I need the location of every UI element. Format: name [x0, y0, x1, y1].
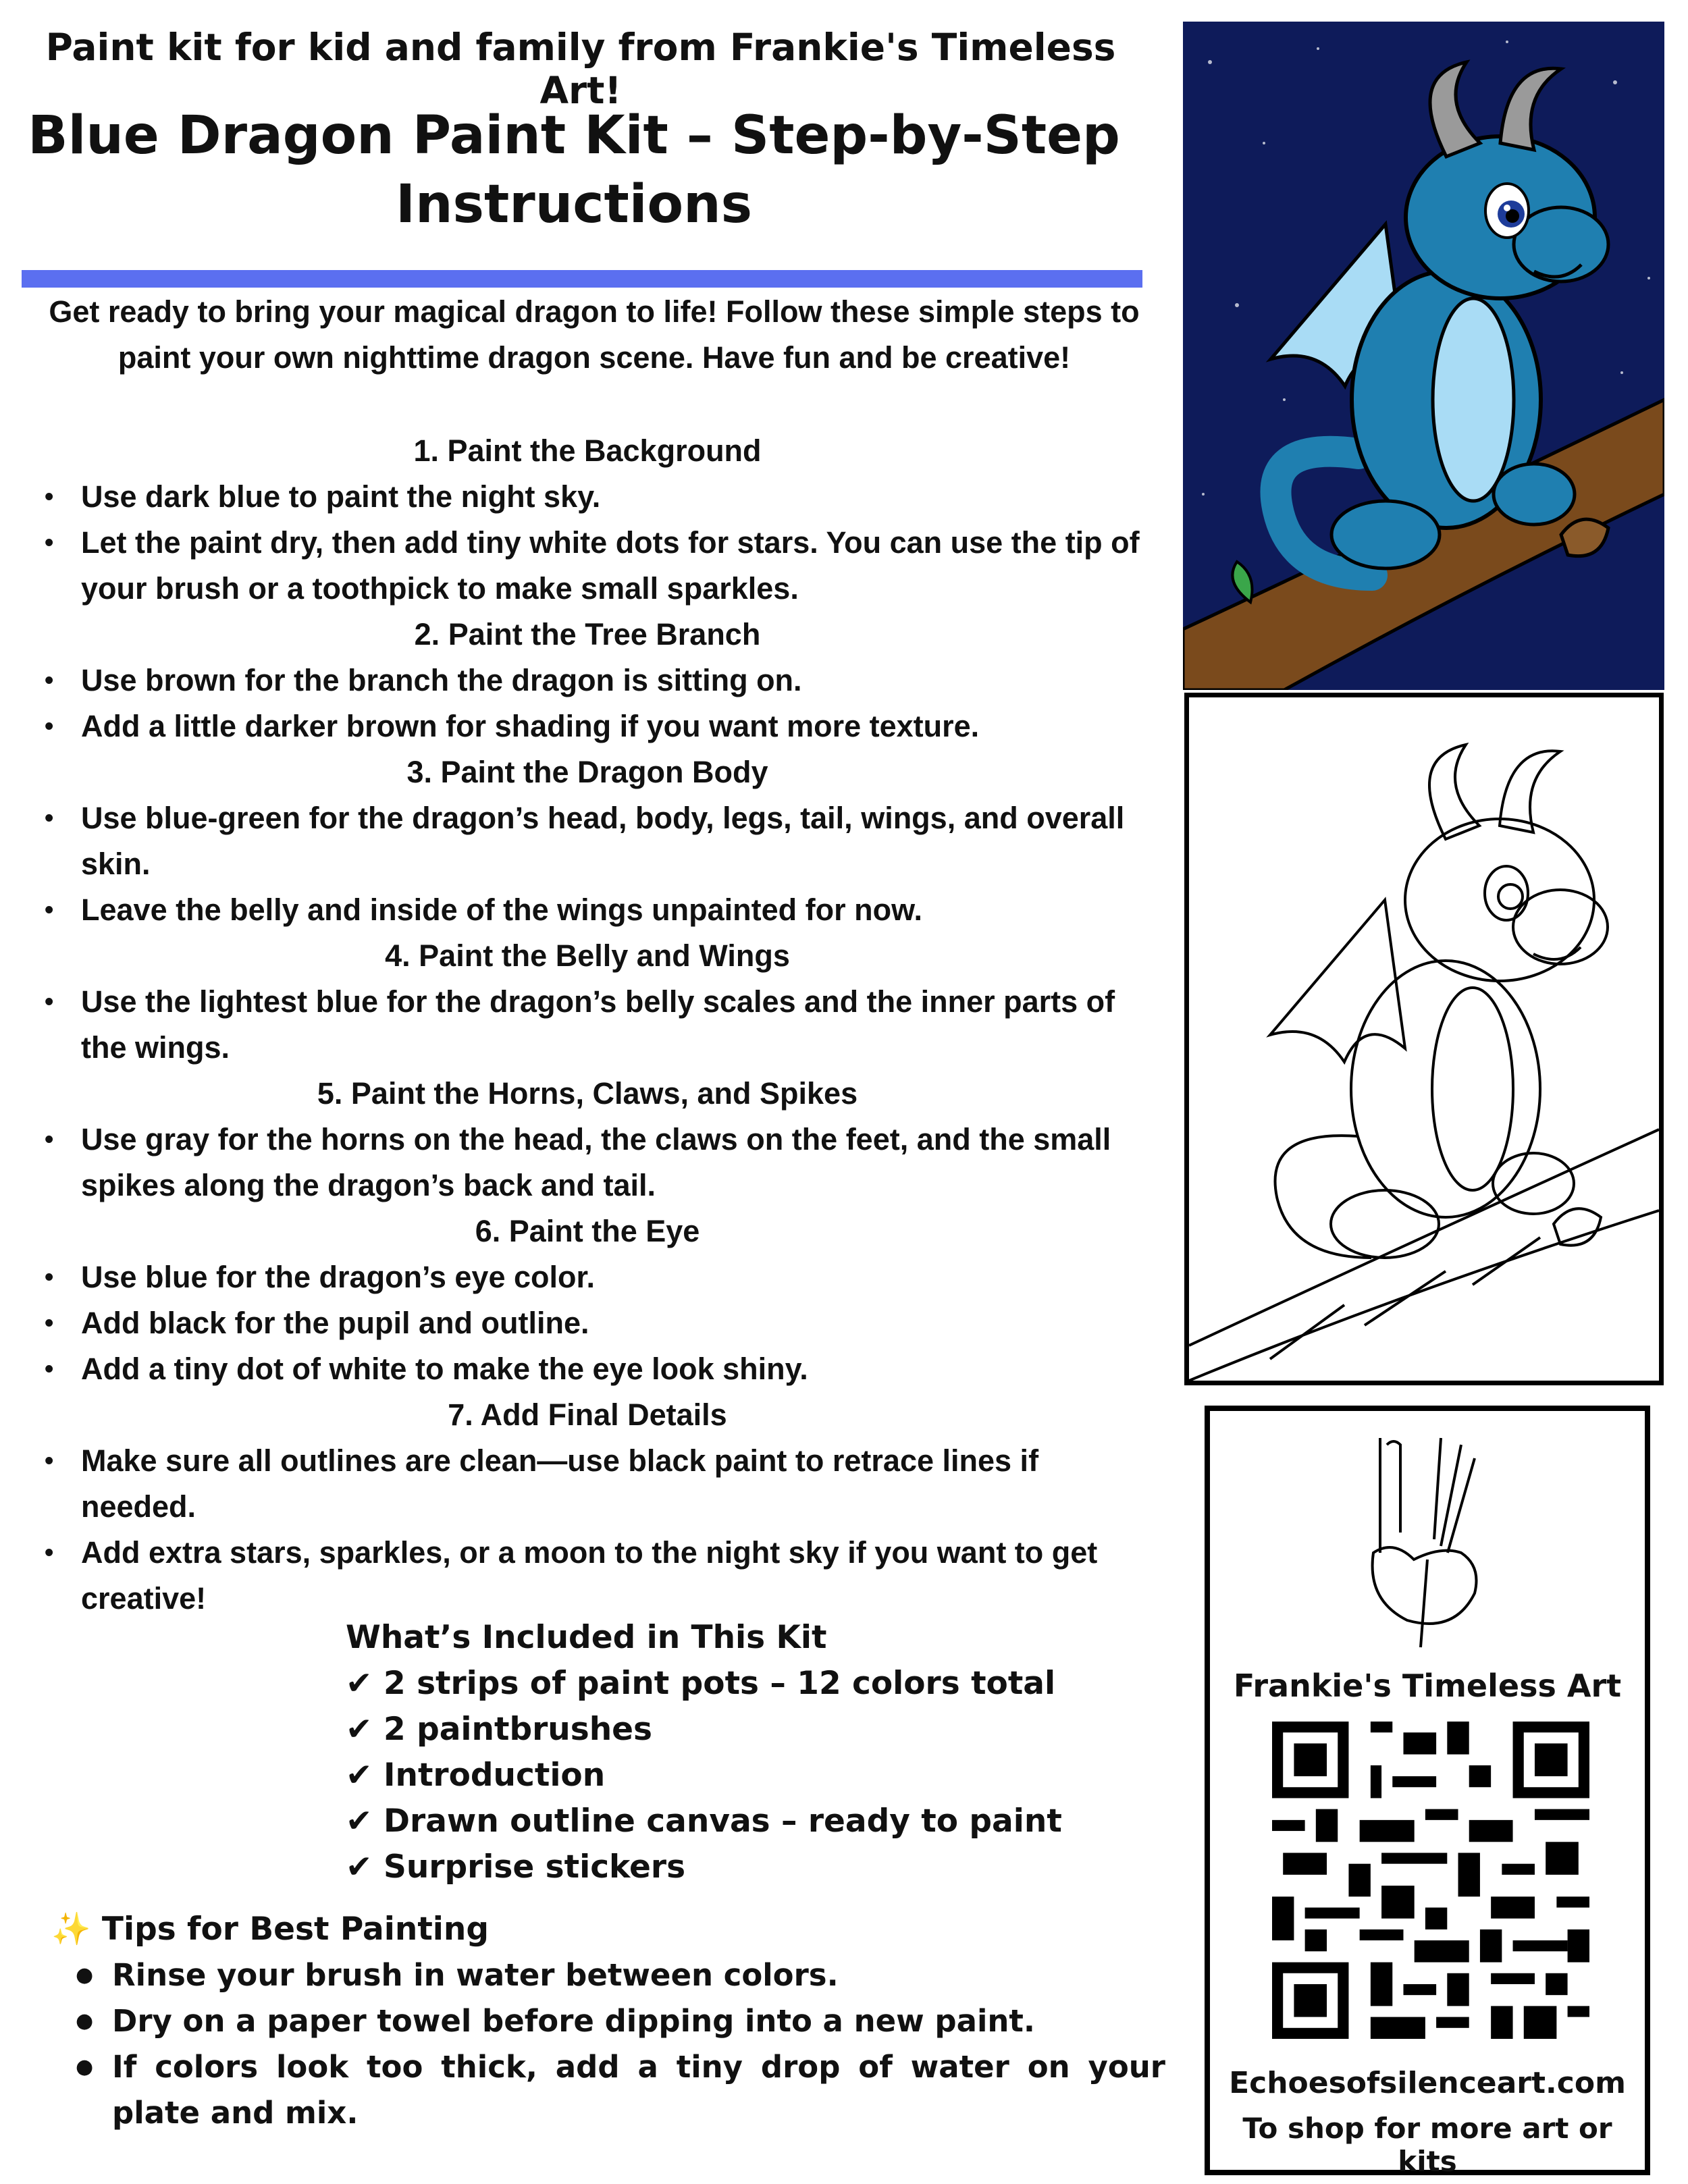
step-bullet: • Add a little darker brown for shading if you want more texture. [41, 703, 1161, 749]
kit-contents-heading: What’s Included in This Kit [346, 1619, 827, 1656]
kit-item: ✔ Drawn outline canvas – ready to paint [346, 1799, 1088, 1844]
checkmark-icon: ✔ [346, 1665, 373, 1702]
kit-tagline: Paint kit for kid and family from Frankie's Timeless Art! [45, 26, 1116, 112]
step-2 [41, 612, 1161, 749]
painted-dragon-illustration [1183, 22, 1664, 690]
kit-contents [346, 1615, 1088, 1890]
step-bullet: • Use gray for the horns on the head, the claws on the feet, and the small spikes along the dragon’s back and tail. [41, 1117, 1161, 1208]
hand-with-brushes-logo [1360, 1431, 1495, 1654]
checkmark-icon: ✔ [346, 1848, 373, 1886]
title-underline [22, 270, 1142, 288]
dragon-outline-image [1184, 693, 1664, 1385]
checkmark-icon: ✔ [346, 1757, 373, 1794]
painting-tips [51, 1907, 1172, 2136]
shop-card [1205, 1406, 1650, 2178]
title-line-1: Blue Dragon Paint Kit – Step-by-Step [28, 105, 1120, 166]
step-bullet: • Use dark blue to paint the night sky. [41, 474, 1161, 520]
tip-item: ● Rinse your brush in water between colors. [51, 1952, 1165, 1998]
step-bullet: • Make sure all outlines are clean—use black paint to retrace lines if needed. [41, 1438, 1161, 1530]
step-4 [41, 933, 1161, 1071]
step-1 [41, 428, 1161, 612]
step-bullet: • Add a tiny dot of white to make the eye look shiny. [41, 1346, 1161, 1392]
step-heading: 2. Paint the Tree Branch [414, 617, 761, 651]
kit-item: ✔ Introduction [346, 1753, 1088, 1799]
page-title [20, 101, 1128, 239]
title-line-2: Instructions [395, 174, 753, 235]
step-heading: 1. Paint the Background [413, 433, 762, 468]
step-bullet: • Use blue for the dragon’s eye color. [41, 1254, 1161, 1300]
shop-note: To shop for more art or kits [1242, 2112, 1612, 2178]
step-heading: 4. Paint the Belly and Wings [385, 938, 790, 973]
intro-text: Get ready to bring your magical dragon to life! Follow these simple steps to paint your own nighttime dragon scene. Have fun and be creative! [49, 294, 1140, 375]
checkmark-icon: ✔ [346, 1711, 373, 1748]
qr-code-image[interactable] [1272, 1722, 1589, 2039]
brand-name: Frankie's Timeless Art [1233, 1668, 1622, 1704]
kit-item: ✔ 2 paintbrushes [346, 1707, 1088, 1753]
step-bullet: • Add black for the pupil and outline. [41, 1300, 1161, 1346]
step-bullet: • Add extra stars, sparkles, or a moon to the night sky if you want to get creative! [41, 1530, 1161, 1622]
step-heading: 5. Paint the Horns, Claws, and Spikes [317, 1076, 858, 1111]
step-7 [41, 1392, 1161, 1622]
step-bullet: • Use brown for the branch the dragon is sitting on. [41, 658, 1161, 703]
step-heading: 7. Add Final Details [448, 1397, 727, 1432]
step-3 [41, 749, 1161, 933]
step-5 [41, 1071, 1161, 1208]
step-bullet: • Let the paint dry, then add tiny white dots for stars. You can use the tip of your brush or a toothpick to make small sparkles. [41, 520, 1161, 612]
painted-dragon-image [1183, 22, 1664, 690]
kit-item: ✔ Surprise stickers [346, 1844, 1088, 1890]
step-heading: 6. Paint the Eye [475, 1214, 700, 1248]
step-bullet: • Use blue-green for the dragon’s head, body, legs, tail, wings, and overall skin. [41, 795, 1161, 887]
tips-heading: ✨ Tips for Best Painting [51, 1911, 489, 1948]
steps-list [41, 428, 1161, 1622]
step-bullet: • Leave the belly and inside of the wings unpainted for now. [41, 887, 1161, 933]
tip-item: ● If colors look too thick, add a tiny drop of water on your plate and mix. [51, 2044, 1165, 2136]
tip-item: ● Dry on a paper towel before dipping into a new paint. [51, 1998, 1165, 2044]
sparkles-icon: ✨ [51, 1911, 91, 1948]
step-bullet: • Use the lightest blue for the dragon’s belly scales and the inner parts of the wings. [41, 979, 1161, 1071]
step-6 [41, 1208, 1161, 1392]
dragon-outline-illustration [1189, 697, 1659, 1381]
kit-item: ✔ 2 strips of paint pots – 12 colors total [346, 1661, 1088, 1707]
checkmark-icon: ✔ [346, 1803, 373, 1840]
website-link[interactable]: Echoesofsilenceart.com [1229, 2066, 1626, 2100]
step-heading: 3. Paint the Dragon Body [406, 755, 768, 789]
